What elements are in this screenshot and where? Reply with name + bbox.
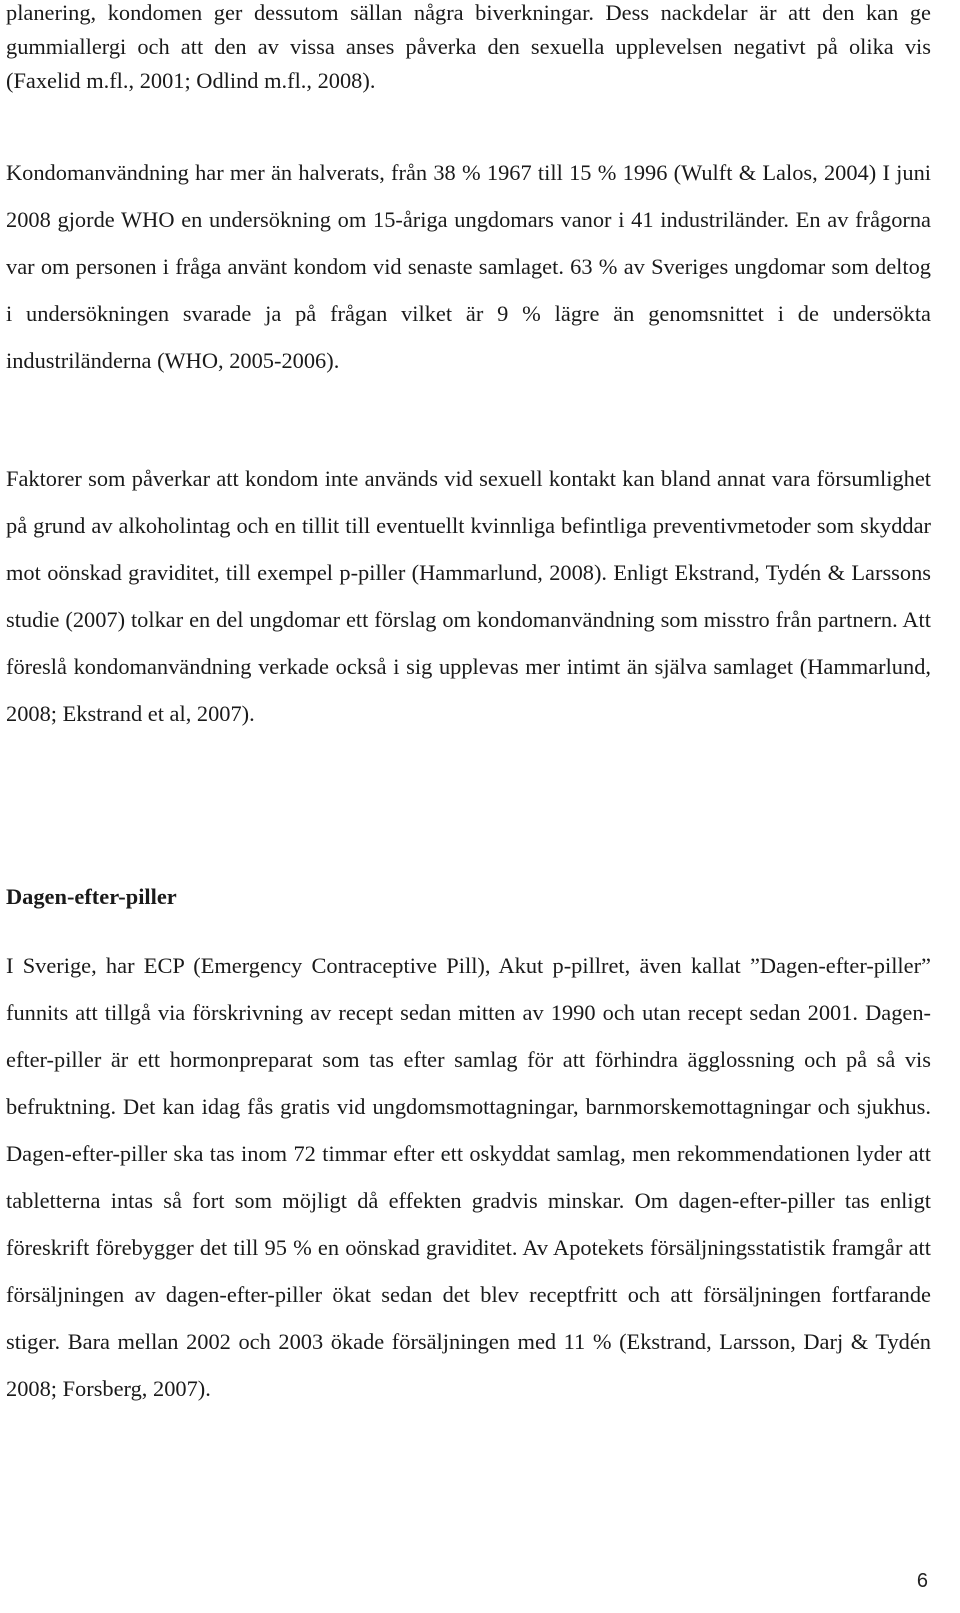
paragraph-condom-usage-statistics: Kondomanvändning har mer än halverats, från 38 % 1967 till 15 % 1996 (Wulft & Lalos, 2004) I juni 2008 gjorde WHO en undersökning om 15-åriga ungdomars vanor i 41 industriländer. En av frågorna var om personen i fråga använt kondom vid senaste samlaget. 63 % av Sveriges ungdomar som deltog i undersökningen svarade ja på frågan vilket är 9 % lägre än genomsnittet i de undersökta industriländerna (WHO, 2005-2006). [6, 160, 931, 373]
paragraph-emergency-pill: I Sverige, har ECP (Emergency Contraceptive Pill), Akut p-pillret, även kallat ”Dagen-efter-piller” funnits att tillgå via förskrivning av recept sedan mitten av 1990 och utan recept sedan 2001. Dagen-efter-piller är ett hormonpreparat som tas efter samlag för att förhindra ägglossning och på så vis befruktning. Det kan idag fås gratis vid ungdomsmottagningar, barnmorskemottagningar och sjukhus. Dagen-efter-piller ska tas inom 72 timmar efter ett oskyddat samlag, men rekommendationen lyder att tabletterna intas så fort som möjligt då effekten gradvis minskar. Om dagen-efter-piller tas enligt föreskrift förebygger det till 95 % en oönskad graviditet. Av Apotekets försäljningsstatistik framgår att försäljningen av dagen-efter-piller ökat sedan det blev receptfritt och att försäljningen fortfarande stiger. Bara mellan 2002 och 2003 ökade försäljningen med 11 % (Ekstrand, Larsson, Darj & Tydén 2008; Forsberg, 2007). [6, 953, 931, 1401]
section-heading: Dagen-efter-piller [6, 884, 177, 909]
paragraph-condom-side-effects: planering, kondomen ger dessutom sällan några biverkningar. Dess nackdelar är att den kan ge gummiallergi och att den av vissa anses påverka den sexuella upplevelsen negativt på olika vis (Faxelid m.fl., 2001; Odlind m.fl., 2008). [6, 0, 931, 93]
page-number: 6 [916, 1570, 928, 1592]
paragraph-condom-factors: Faktorer som påverkar att kondom inte används vid sexuell kontakt kan bland annat vara försumlighet på grund av alkoholintag och en tillit till eventuellt kvinnliga befintliga preventivmetoder som skyddar mot oönskad graviditet, till exempel p-piller (Hammarlund, 2008). Enligt Ekstrand, Tydén & Larssons studie (2007) tolkar en del ungdomar ett förslag om kondomanvändning som misstro från partnern. Att föreslå kondomanvändning verkade också i sig upplevas mer intimt än själva samlaget (Hammarlund, 2008; Ekstrand et al, 2007). [6, 466, 931, 726]
